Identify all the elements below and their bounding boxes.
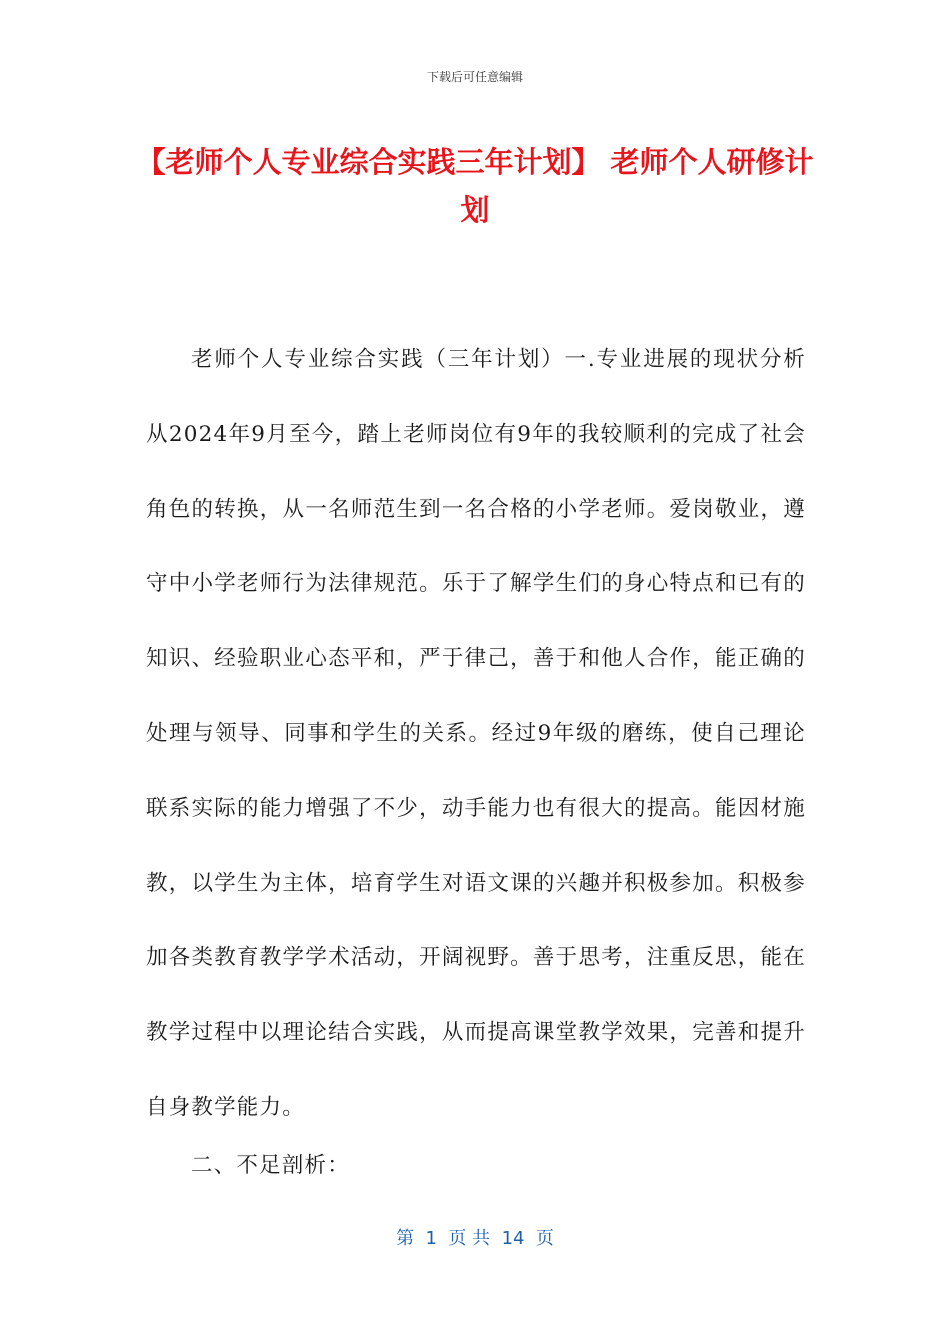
- section-heading: 二、不足剖析：: [191, 1153, 350, 1178]
- body-paragraph: 老师个人专业综合实践（三年计划）一.专业进展的现状分析从2024年9月至今，踏上老师岗位有9年的我较顺利的完成了社会角色的转换，从一名师范生到一名合格的小学老师。爱岗敬业，遵守中小学老师行为法律规范。乐于了解学生们的身心特点和已有的知识、经验职业心态平和，严于律己，善于和他人合作，能正确的处理与领导、同事和学生的关系。经过9年级的磨练，使自己理论联系实际的能力增强了不少，动手能力也有很大的提高。能因材施教，以学生为主体，培育学生对语文课的兴趣并积极参加。积极参加各类教育教学学术活动，开阔视野。善于思考，注重反思，能在教学过程中以理论结合实践，从而提高课堂教学效果，完善和提升自身教学能力。: [146, 347, 806, 1120]
- page-number-footer: 第 1 页 共 14 页: [396, 1228, 554, 1249]
- download-note: 下载后可任意编辑: [426, 70, 523, 84]
- document-title: 【老师个人专业综合实践三年计划】 老师个人研修计划: [136, 145, 814, 227]
